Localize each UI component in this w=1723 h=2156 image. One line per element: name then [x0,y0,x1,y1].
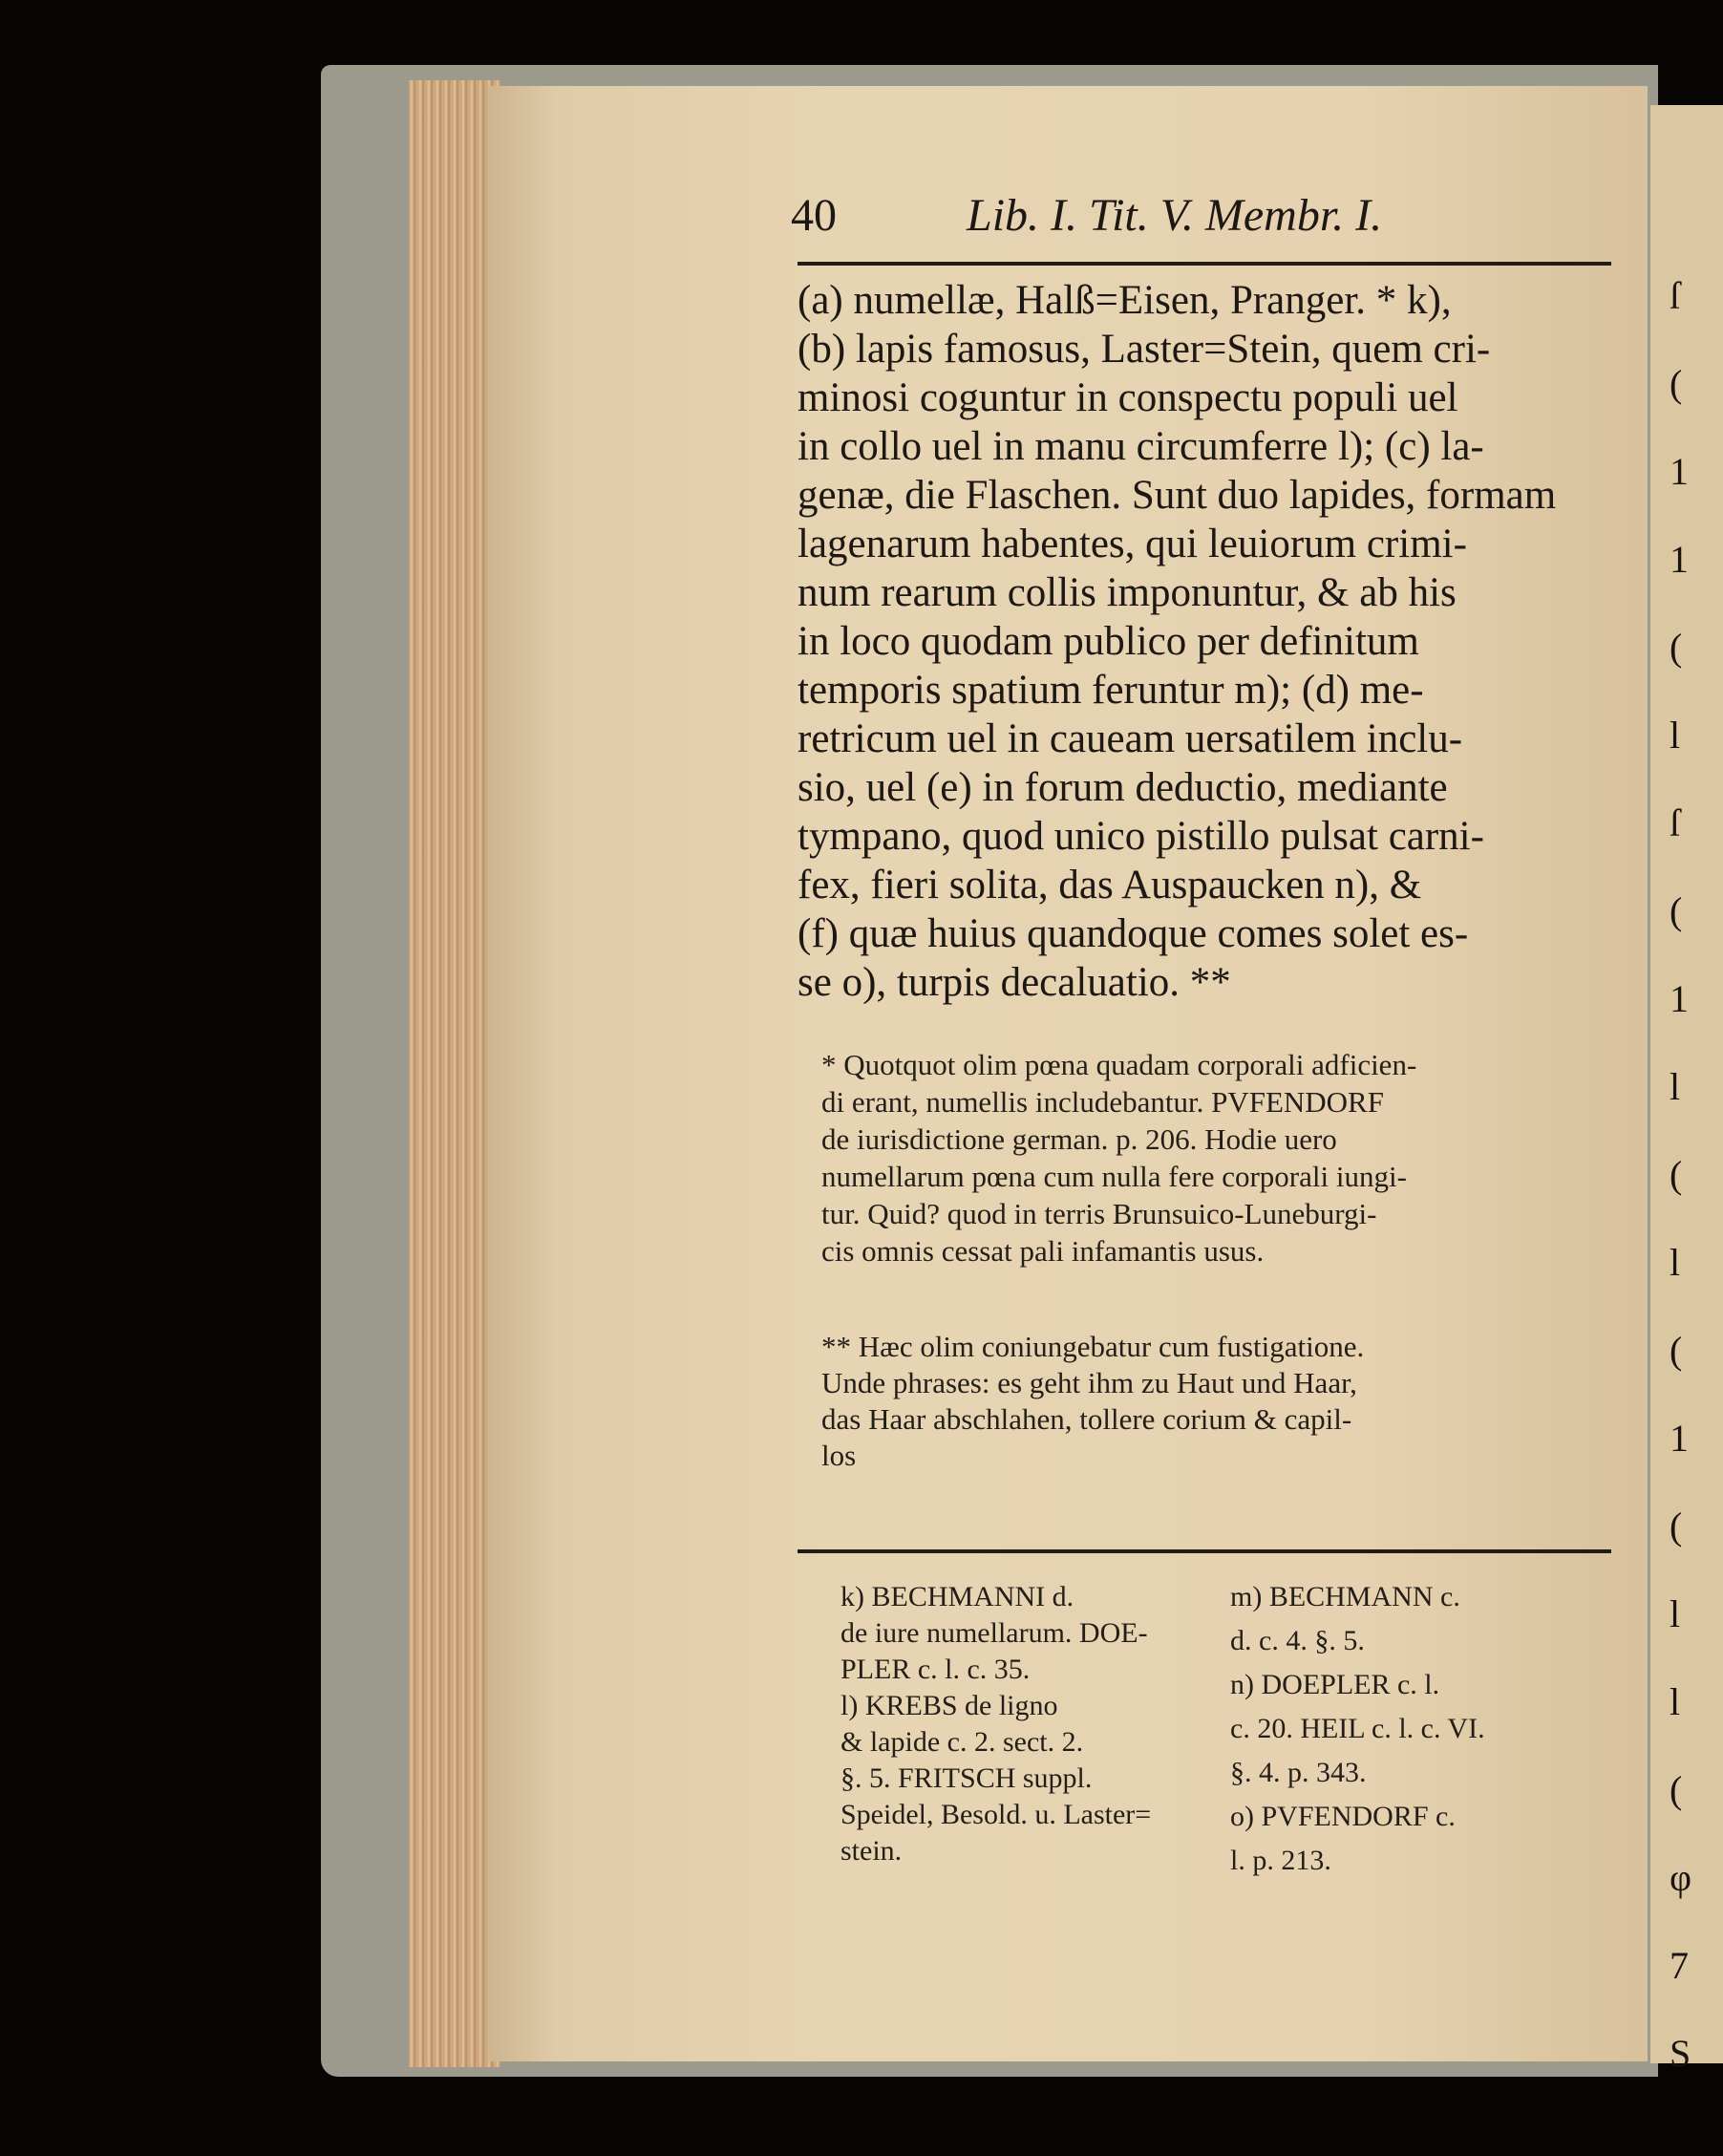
body-line: (f) quæ huius quandoque comes solet es- [798,911,1469,956]
facing-page-glyph: l [1670,714,1681,757]
reference-line: l) KREBS de ligno [840,1690,1058,1721]
running-head: Lib. I. Tit. V. Membr. I. [967,190,1383,241]
footnote-line: * Quotquot olim pœna quadam corporali adficien- [821,1048,1417,1081]
facing-page-glyph: ( [1670,1153,1683,1196]
body-line: temporis spatium feruntur m); (d) me- [798,668,1424,713]
facing-page-glyph: ſ [1670,274,1681,317]
reference-line: n) DOEPLER c. l. [1230,1669,1440,1700]
facing-page-glyph: 1 [1670,1417,1689,1460]
reference-line: §. 5. FRITSCH suppl. [840,1762,1093,1794]
footnote-line: numellarum pœna cum nulla fere corporali iungi- [821,1160,1407,1193]
body-line: in collo uel in manu circumferre l); (c) la- [798,424,1484,469]
facing-page-glyph: l [1670,1241,1681,1284]
footnote-line: Unde phrases: es geht ihm zu Haut und Haar, [821,1366,1357,1399]
reference-line: §. 4. p. 343. [1230,1757,1367,1788]
facing-page-glyph: ( [1670,889,1683,932]
footnote-line: tur. Quid? quod in terris Brunsuico-Luneburgi- [821,1197,1377,1230]
facing-page-glyph: 1 [1670,450,1689,493]
body-line: in loco quodam publico per definitum [798,619,1419,664]
reference-line: o) PVFENDORF c. [1230,1801,1456,1832]
facing-page-glyph: 1 [1670,977,1689,1020]
body-line: num rearum collis imponuntur, & ab his [798,570,1457,615]
footnote-line: de iurisdictione german. p. 206. Hodie uero [821,1122,1337,1156]
facing-page-glyph: 7 [1670,1944,1689,1987]
reference-line: de iure numellarum. DOE- [840,1617,1148,1649]
footnote-line: ** Hæc olim coniungebatur cum fustigatione. [821,1330,1365,1363]
footnote-line: cis omnis cessat pali infamantis usus. [821,1234,1265,1268]
reference-line: c. 20. HEIL c. l. c. VI. [1230,1713,1485,1744]
facing-page-glyph: l [1670,1065,1681,1108]
body-line: fex, fieri solita, das Auspaucken n), & [798,863,1422,907]
facing-page-glyph: S [1670,2032,1691,2075]
body-line: genæ, die Flaschen. Sunt duo lapides, formam [798,473,1557,518]
footnote-line: das Haar abschlahen, tollere corium & capil- [821,1402,1352,1436]
reference-line: PLER c. l. c. 35. [840,1654,1031,1685]
reference-line: & lapide c. 2. sect. 2. [840,1726,1084,1758]
body-line: sio, uel (e) in forum deductio, mediante [798,765,1448,810]
page-number: 40 [791,190,837,241]
body-line: tympano, quod unico pistillo pulsat carni- [798,814,1484,859]
reference-line: Speidel, Besold. u. Laster= [840,1799,1152,1830]
body-line: minosi coguntur in conspectu populi uel [798,375,1458,420]
facing-page-glyph: l [1670,1680,1681,1723]
facing-page-glyph: 1 [1670,538,1689,581]
facing-page-glyph: φ [1670,1856,1692,1899]
reference-line: stein. [840,1835,903,1867]
reference-line: k) BECHMANNI d. [840,1581,1074,1612]
facing-page-glyph: ſ [1670,801,1681,844]
body-line: retricum uel in caueam uersatilem inclu- [798,716,1463,761]
facing-page-glyph: ( [1670,362,1683,405]
reference-line: m) BECHMANN c. [1230,1581,1460,1612]
body-line: lagenarum habentes, qui leuiorum crimi- [798,522,1467,566]
header-rule [798,262,1611,266]
body-line: se o), turpis decaluatio. ** [798,960,1231,1005]
facing-page-glyph: l [1670,1592,1681,1635]
references-rule [798,1549,1611,1553]
reference-line: d. c. 4. §. 5. [1230,1625,1365,1656]
facing-page-glyph: ( [1670,1505,1683,1548]
facing-page-glyph: ( [1670,626,1683,669]
facing-page [1650,105,1723,2075]
footnote-line: los [821,1439,857,1472]
body-line: (a) numellæ, Halß=Eisen, Pranger. * k), [798,278,1452,323]
facing-page-glyph: ( [1670,1329,1683,1372]
body-line: (b) lapis famosus, Laster=Stein, quem cri- [798,327,1491,372]
footnote-line: di erant, numellis includebantur. PVFENDORF [821,1085,1384,1119]
reference-line: l. p. 213. [1230,1845,1331,1876]
facing-page-glyph: ( [1670,1768,1683,1811]
